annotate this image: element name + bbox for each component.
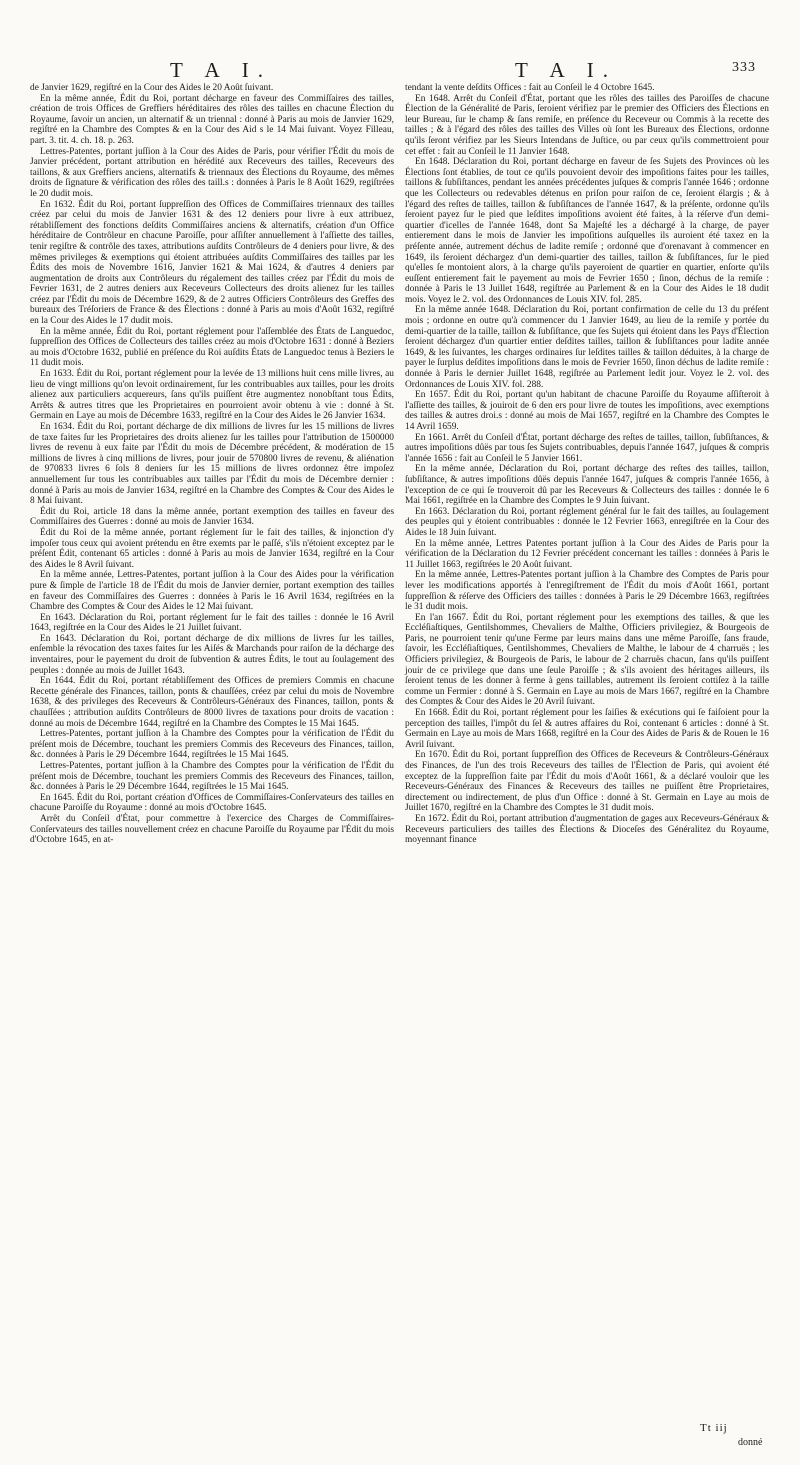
paragraph: En 1643. Déclaration du Roi, portant décharge de dix millions de livres ſur les tailles, enſemble la révocation des taxes faites ſur les Aiſés & Marchands pour raiſon de la décharge des inventaires, pour le payement du droit de ſubvention & autres Édits, le tout au ſoulagement des peuples : donnée au mois de Juillet 1643. <box>30 633 394 676</box>
paragraph: En 1668. Édit du Roi, portant réglement pour les ſaiſies & exécutions qui ſe faiſoient pour la perception des tailles, l'impôt du ſel & autres affaires du Roi, contenant 6 articles : donné à St. Germain en Laye au mois de Mars 1668, regiſtré en la Cour des Aides de Paris & de Rouen le 16 Avril ſuivant. <box>405 708 769 750</box>
paragraph: En 1645. Édit du Roi, portant création d'Offices de Commiſſaires-Conſervateurs des tailles en chacune Paroiſſe du Royaume : donné au mois d'Octobre 1645. <box>30 792 394 814</box>
paragraph: En 1633. Édit du Roi, portant réglement pour la levée de 13 millions huit cens mille livres, au lieu de vingt millions qu'on levoit ordinairement, ſur les contribuables aux tailles, pour les droits alienez aux particuliers acquereurs, ſans qu'ils puiſſent être augmentez nonobſtant tous Édits, Arrêts & autres titres que les Proprietaires en pourroient avoir obtenu à vie : donné à St. Germain en Laye au mois de Décembre 1633, regiſtré en la Cour des Aides le 26 Janvier 1634. <box>30 369 394 422</box>
paragraph: Édit du Roi, article 18 dans la même année, portant exemption des tailles en faveur des Commiſſaires des Guerres : donné au mois de Janvier 1634. <box>30 506 394 528</box>
paragraph: En l'an 1667. Édit du Roi, portant réglement pour les exemptions des tailles, & que les Eccléſiaſtiques, Gentilshommes, Chevaliers de Malthe, Officiers privilegiez, & Bourgeois de Paris, ne pourroient tenir qu'une Ferme par leurs mains dans une même Paroiſſe, ſans fraude, ſavoir, les Eccléſiaſtiques, Gentilshommes, Chevaliers de Malthe, le labour de 4 charruës ; les Officiers privilegiez, & Bourgeois de Paris, le labour de 2 charruës chacun, ſans qu'ils puiſſent jouir de ce privilege que dans une ſeule Paroiſſe ; & s'ils avoient des héritages ailleurs, ils ſeroient tenus de les donner à ferme à gens taillables, autrement ils ſeroient cottiſez à la taille comme un Fermier : donné à S. Germain en Laye au mois de Mars 1667, regiſtré en la Chambre des Comptes & Cour des Aides le 20 Avril ſuivant. <box>405 612 769 708</box>
paragraph: En la même année, Lettres-Patentes, portant juſſion à la Cour des Aides pour la vérification pure & ſimple de l'article 18 de l'Édit du mois de Janvier dernier, portant exemption des tailles en faveur des Commiſſaires des Guerres : données à Paris le 16 Avril 1634, regiſtrées en la Chambre des Comptes & Cour des Aides le 12 Mai ſuivant. <box>30 570 394 613</box>
paragraph: En 1672. Édit du Roi, portant attribution d'augmentation de gages aux Receveurs-Généraux & Receveurs particuliers des tailles des Élections & Dioceſes des Généralitez du Royaume, moyennant finance <box>405 813 769 846</box>
paragraph: En 1632. Édit du Roi, portant ſuppreſſion des Offices de Commiſſaires triennaux des tailles créez par celui du mois de Janvier 1631 & des 12 deniers pour livre à eux attribuez, rétabliſſement des fonctions deſdits Commiſſaires anciens & alternatifs, création d'un Office héréditaire de Contrôleur en chacune Paroiſſe, pour aſſiſter annuellement à l'aſſiette des tailles, tenir regiſtre & contrôle des taxes, attributions auſdits Contrôleurs de 4 deniers pour livre, & des mêmes privileges & exemptions qui étoient attribuées auſdits Commiſſaires des tailles par les Édits des mois de Novembre 1616, Janvier 1621 & Mai 1624, & d'autres 4 deniers par augmentation de droits aux Contrôleurs du régalement des tailles créez par l'Édit du mois de Fevrier 1631, de 2 autres deniers aux Receveurs Collecteurs des droits alienez ſur les tailles créez par l'Édit du mois de Décembre 1629, & de 2 autres Officiers Contrôleurs des Greffes des bureaux des Tréſoriers de France & des Élections : donné à Paris au mois d'Août 1632, regiſtré en la Cour des Aides le 17 dudit mois. <box>30 199 394 327</box>
paragraph: En 1648. Déclaration du Roi, portant décharge en faveur de ſes Sujets des Provinces où les Élections ſont établies, de tout ce qu'ils pouvoient devoir des impoſitions faites pour les tailles, taillons & ſubſiſtances, pendant les années précédentes juſques & compris l'année 1646 ; ordonne que les Collecteurs ou redevables détenus en priſon pour raiſon de ce, ſeroient élargis ; & à l'égard des reſtes de tailles, taillon & ſubſiſtances de l'année 1647, & la préſente, ordonne qu'ils ſeroient payez ſur le pied que leſdites impoſitions avoient été faites, à la réſerve d'un demi-quartier d'icelles de l'année 1648, dont Sa Majeſté les a déchargé à la charge, de payer entierement dans le mois de Janvier les impoſitions auſquelles ils auroient été taxez en la préſente année, autrement déchus de ladite remiſe ; ordonné que d'orenavant à commencer en 1649, ils ſeroient déchargez d'un demi-quartier des tailles, taillon & ſubſiſtances, ſur le pied qu'elles ſe montoient alors, à la charge qu'ils payeroient de quartier en quartier, enſorte qu'ils euſſent entierement fait le payement au mois de Fevrier 1650 ; ſinon, déchus de la remiſe : donnée à Paris le 13 Juillet 1648, regiſtrée au Parlement & en la Cour des Aides le 18 dudit mois. Voyez le 2. vol. des Ordonnances de Louis XIV. fol. 285. <box>405 157 769 305</box>
paragraph: En 1643. Déclaration du Roi, portant réglement ſur le fait des tailles : donnée le 16 Avril 1643, regiſtrée en la Cour des Aides le 21 Juillet ſuivant. <box>30 612 394 634</box>
right-column <box>405 83 769 846</box>
paragraph: Arrêt du Conſeil d'État, pour commettre à l'exercice des Charges de Commiſſaires-Conſervateurs des tailles nouvellement créez en chacune Paroiſſe du Royaume par l'Édit du mois d'Octobre 1645, en at- <box>30 813 394 846</box>
paragraph: Lettres-Patentes, portant juſſion à la Chambre des Comptes pour la vérification de l'Édit du préſent mois de Décembre, touchant les premiers Commis des Receveurs des Finances, taillon, &c. données à Paris le 29 Décembre 1644, regiſtrées le 15 Mai 1645. <box>30 729 394 761</box>
paragraph: tendant la vente deſdits Offices : fait au Conſeil le 4 Octobre 1645. <box>405 83 655 93</box>
left-running-head: T A I. <box>170 58 273 82</box>
catchword: donné <box>738 1437 763 1448</box>
paragraph: En 1663. Déclaration du Roi, portant réglement général ſur le fait des tailles, au ſoulagement des peuples qui y étoient contribuables : donnée le 12 Fevrier 1663, enregiſtrée en la Cour des Aides le 18 Juin ſuivant. <box>405 506 769 538</box>
paragraph: En 1648. Arrêt du Conſeil d'État, portant que les rôles des tailles des Paroiſſes de chacune Élection de la Généralité de Paris, ſeroient vérifiez par le premier des Officiers des Élections en leur Bureau, ſur le champ & ſans remiſe, en préſence du Receveur ou Commis à la recette des tailles ; & à l'égard des rôles des tailles des Villes où ſont les Bureaux des Élections, ordonne qu'ils ſeront vérifiez par les Sieurs Intendans de Juſtice, ou par ceux qu'ils commettroient pour cet effet : fait au Conſeil le 11 Janvier 1648. <box>405 93 769 157</box>
paragraph: En la même année 1648. Déclaration du Roi, portant confirmation de celle du 13 du préſent mois ; ordonne en outre qu'à commencer du 1 Janvier 1649, au lieu de la remiſe y portée du demi-quartier de la taille, taillon & ſubſiſtance, que ſes Sujets qui étoient dans les Pays d'Élection ſeroient déchargez d'un quartier entier deſdites tailles, taillon & ſubſiſtances pour ladite année 1649, & les ſuivantes, les charges ordinaires ſur leſdites tailles & taillon déduites, à la charge de payer le ſurplus deſdites impoſitions dans le mois de Fevrier 1650, ſinon déchus de ladite remiſe : donnée à Paris le dernier Juillet 1648, regiſtrée au Parlement ledit jour. Voyez le 2. vol. des Ordonnances de Louis XIV. fol. 288. <box>405 305 769 390</box>
right-running-head: T A I. <box>515 58 618 82</box>
paragraph: En 1670. Édit du Roi, portant ſuppreſſion des Offices de Receveurs & Contrôleurs-Généraux des Finances, de l'un des trois Receveurs des tailles de l'Élection de Paris, qui avoient été exceptez de la ſuppreſſion faite par l'Édit du mois d'Août 1661, & a déclaré vouloir que les Receveurs-Généraux des Finances & Receveurs des tailles ne puiſſent être Proprietaires, directement ou indirectement, de plus d'un Office : donné à St. Germain en Laye au mois de Juillet 1670, regiſtré en la Chambre des Comptes le 31 dudit mois. <box>405 750 769 814</box>
left-column <box>30 83 394 846</box>
paragraph: En la même année, Lettres Patentes portant juſſion à la Cour des Aides de Paris pour la vérification de la Déclaration du 12 Fevrier précédent concernant les tailles : données à Paris le 11 Juillet 1663, regiſtrées le 20 Août ſuivant. <box>405 538 769 570</box>
paragraph: En la même année, Édit du Roi, portant réglement pour l'aſſemblée des États de Languedoc, ſuppreſſion des Offices de Collecteurs des tailles créez au mois d'Octobre 1631 : donné à Beziers au mois d'Octobre 1632, publié en préſence du Roi auſdits États de Languedoc tenus à Beziers le 11 dudit mois. <box>30 326 394 369</box>
paragraph: En 1657. Édit du Roi, portant qu'un habitant de chacune Paroiſſe du Royaume aſſiſteroit à l'aſſiette des tailles, & jouiroit de 6 den ers pour livre de toutes les impoſitions, avec exemptions des tailles & autres droi.s : donné au mois de Mai 1657, regiſtré en la Chambre des Comptes le 14 Avril 1659. <box>405 390 769 432</box>
paragraph: En 1644. Édit du Roi, portant rétabliſſement des Offices de premiers Commis en chacune Recette générale des Finances, taillon, ponts & chauſſées, créez par celui du mois de Novembre 1638, & des privileges des Receveurs & Contrôleurs-Généraux des Finances, taillon, ponts & chauſſées ; attribution auſdits Contrôleurs de 8000 livres de taxations pour droits de vacation : donné au mois de Décembre 1644, regiſtré en la Chambre des Comptes le 15 Mai 1645. <box>30 676 394 729</box>
paragraph: En la même année, Déclaration du Roi, portant décharge des reſtes des tailles, taillon, ſubſiſtance, & autres impoſitions dûës depuis l'année 1647, juſques & compris l'année 1656, à l'exception de ce qui ſe trouveroit dû par les Receveurs & Collecteurs des tailles : donnée le 6 Mai 1661, regiſtrée en la Chambre des Comptes le 9 Juin ſuivant. <box>405 464 769 507</box>
paragraph: Édit du Roi de la même année, portant réglement ſur le fait des tailles, & injonction d'y impoſer tous ceux qui avoient prétendu en être exemts par le paſſé, s'ils n'étoient exceptez par le préſent Édit, contenant 65 articles : donné à Paris au mois de Janvier 1634, regiſtré en la Cour des Aides le 8 Avril ſuivant. <box>30 527 394 570</box>
paragraph: Lettres-Patentes, portant juſſion à la Cour des Aides de Paris, pour vérifier l'Édit du mois de Janvier précédent, portant attribution en hérédité aux Receveurs des tailles, Receveurs des taillons, & aux Greffiers anciens, alternatifs & triennaux des Élections du Royaume, des mêmes droits de ſignature & vérification des rôles des taill.s : données à Paris le 8 Août 1629, regiſtrées le 20 dudit mois. <box>30 146 394 199</box>
paragraph: En la même année, Lettres-Patentes portant juſſion à la Chambre des Comptes de Paris pour lever les modifications apportés à l'enregiſtrement de l'Édit du mois d'Août 1661, portant ſuppreſſion & réſerve des Officiers des tailles : données à Paris le 29 Décembre 1663, regiſtrées le 31 dudit mois. <box>405 570 769 613</box>
page-number: 333 <box>732 60 756 75</box>
paragraph: En 1634. Édit du Roi, portant décharge de dix millions de livres ſur les 15 millions de livres de taxe faites ſur les Proprietaires des droits alienez ſur les tailles pour l'attribution de 1500000 livres de revenu à eux faite par l'Édit du mois de Décembre précédent, & modération de 15 millions de livres à cinq millions de livres, pour jouir de 570800 livres de revenu, & aliénation de 970833 livres 6 ſols 8 deniers ſur les 15 millions de livres ordonnez être impoſez annuellement ſur tous les contribuables aux tailles par l'Édit du mois de Décembre dernier : donné à Paris au mois de Janvier 1634, regiſtré en la Chambre des Comptes & Cour des Aides le 8 Mai ſuivant. <box>30 422 394 507</box>
paragraph: En 1661. Arrêt du Conſeil d'État, portant décharge des reſtes de tailles, taillon, ſubſiſtances, & autres impoſitions dûës par tous ſes Sujets contribuables, depuis l'année 1647, juſques & compris l'année 1656 : fait au Conſeil le 5 Janvier 1661. <box>405 432 769 464</box>
paragraph: de Janvier 1629, regiſtré en la Cour des Aides le 20 Août ſuivant. <box>30 83 274 93</box>
signature-mark: Tt iij <box>700 1422 728 1434</box>
paragraph: En la même année, Édit du Roi, portant décharge en faveur des Commiſſaires des tailles, création de trois Offices de Greffiers héréditaires des rôles des tailles en chacune Élection du Royaume, ſavoir un ancien, un alternatif & un triennal : donné à Paris au mois de Janvier 1629, regiſtré en la Chambre des Comptes & en la Cour des Aid s le 14 Mai ſuivant. Voyez Filleau, part. 3. tit. 4. ch. 18. p. 263. <box>30 93 394 146</box>
paragraph: Lettres-Patentes, portant juſſion à la Chambre des Comptes pour la vérification de l'Édit du préſent mois de Décembre, touchant les premiers Commis des Receveurs des Finances, taillon, &c. données à Paris le 29 Décembre 1644, regiſtrées le 15 Mai 1645. <box>30 761 394 793</box>
